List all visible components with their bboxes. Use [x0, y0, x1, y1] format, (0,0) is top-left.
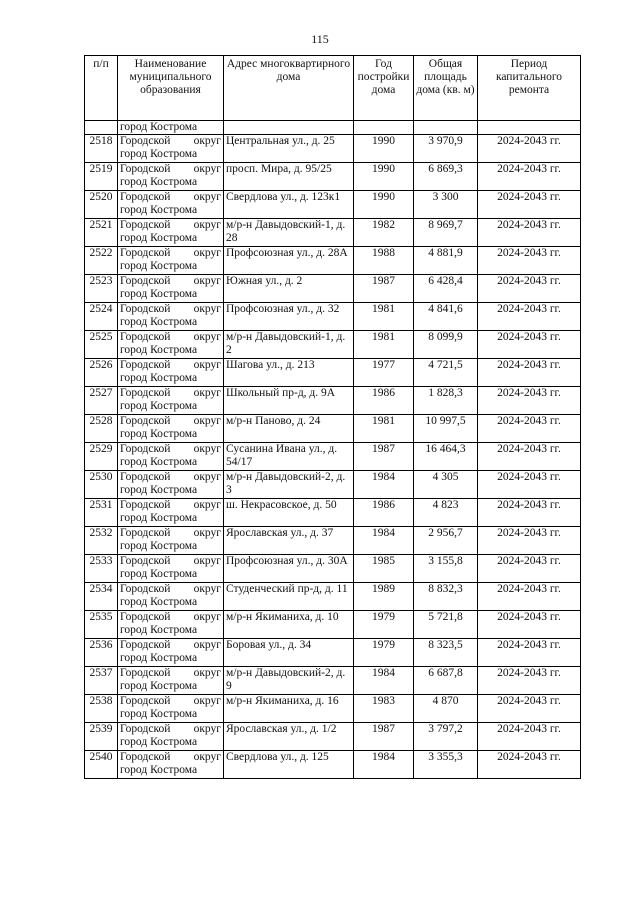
cell-year: 1984 — [354, 527, 414, 555]
cell-period: 2024-2043 гг. — [478, 387, 581, 415]
table-row — [85, 499, 581, 527]
cell-period: 2024-2043 гг. — [478, 135, 581, 163]
cell-municipality: Городской округ город Кострома — [118, 331, 224, 359]
cell-area: 4 721,5 — [414, 359, 478, 387]
cell-period: 2024-2043 гг. — [478, 611, 581, 639]
header-year: Год постройки дома — [354, 56, 414, 121]
cell-address: м/р-н Давыдовский-1, д. 28 — [224, 219, 354, 247]
cell-address: Ярославская ул., д. 37 — [224, 527, 354, 555]
cell-num: 2525 — [85, 331, 118, 359]
cell-municipality: Городской округ город Кострома — [118, 275, 224, 303]
cell-municipality: Городской округ город Кострома — [118, 499, 224, 527]
cell-year: 1981 — [354, 331, 414, 359]
cell-address: Профсоюзная ул., д. 32 — [224, 303, 354, 331]
cell-municipality: Городской округ город Кострома — [118, 723, 224, 751]
cell-period: 2024-2043 гг. — [478, 639, 581, 667]
cell-num: 2519 — [85, 163, 118, 191]
table-row — [85, 583, 581, 611]
cell-municipality: Городской округ город Кострома — [118, 247, 224, 275]
cell-year: 1990 — [354, 191, 414, 219]
cell-area: 6 687,8 — [414, 667, 478, 695]
cell-num: 2529 — [85, 443, 118, 471]
cell-period — [478, 121, 581, 135]
cell-address: просп. Мира, д. 95/25 — [224, 163, 354, 191]
header-municipality: Наименование муниципального образования — [118, 56, 224, 121]
cell-area: 3 355,3 — [414, 751, 478, 779]
header-row — [85, 56, 581, 121]
cell-year: 1983 — [354, 695, 414, 723]
cell-num: 2530 — [85, 471, 118, 499]
cell-municipality: Городской округ город Кострома — [118, 359, 224, 387]
cell-year: 1986 — [354, 387, 414, 415]
table-row — [85, 639, 581, 667]
table-row — [85, 527, 581, 555]
cell-address: Центральная ул., д. 25 — [224, 135, 354, 163]
table-row — [85, 387, 581, 415]
cell-period: 2024-2043 гг. — [478, 331, 581, 359]
cell-year — [354, 121, 414, 135]
cell-municipality: Городской округ город Кострома — [118, 191, 224, 219]
cell-address: Южная ул., д. 2 — [224, 275, 354, 303]
cell-num: 2526 — [85, 359, 118, 387]
table-row — [85, 303, 581, 331]
table-row — [85, 667, 581, 695]
cell-municipality: город Кострома — [118, 121, 224, 135]
cell-year: 1977 — [354, 359, 414, 387]
cell-area: 10 997,5 — [414, 415, 478, 443]
cell-num: 2535 — [85, 611, 118, 639]
cell-period: 2024-2043 гг. — [478, 499, 581, 527]
cell-num: 2518 — [85, 135, 118, 163]
cell-year: 1979 — [354, 639, 414, 667]
header-num: п/п — [85, 56, 118, 121]
cell-area: 2 956,7 — [414, 527, 478, 555]
cell-address: м/р-н Давыдовский-2, д. 3 — [224, 471, 354, 499]
cell-area: 4 881,9 — [414, 247, 478, 275]
cell-period: 2024-2043 гг. — [478, 695, 581, 723]
cell-address: Профсоюзная ул., д. 28А — [224, 247, 354, 275]
table-row — [85, 611, 581, 639]
cell-year: 1987 — [354, 443, 414, 471]
cell-municipality: Городской округ город Кострома — [118, 611, 224, 639]
table-row — [85, 555, 581, 583]
cell-year: 1990 — [354, 163, 414, 191]
cell-area: 4 841,6 — [414, 303, 478, 331]
table-row — [85, 415, 581, 443]
table-row — [85, 359, 581, 387]
cell-num: 2539 — [85, 723, 118, 751]
table-row — [85, 695, 581, 723]
table-header — [85, 56, 581, 121]
cell-area: 4 823 — [414, 499, 478, 527]
cell-municipality: Городской округ город Кострома — [118, 751, 224, 779]
cell-municipality: Городской округ город Кострома — [118, 303, 224, 331]
table-row — [85, 723, 581, 751]
cell-municipality: Городской округ город Кострома — [118, 135, 224, 163]
cell-num: 2522 — [85, 247, 118, 275]
cell-municipality: Городской округ город Кострома — [118, 555, 224, 583]
cell-municipality: Городской округ город Кострома — [118, 163, 224, 191]
cell-municipality: Городской округ город Кострома — [118, 443, 224, 471]
cell-period: 2024-2043 гг. — [478, 751, 581, 779]
housing-registry-table — [84, 55, 581, 779]
cell-year: 1984 — [354, 667, 414, 695]
cell-area: 3 300 — [414, 191, 478, 219]
cell-address: Школьный пр-д, д. 9А — [224, 387, 354, 415]
cell-area: 8 323,5 — [414, 639, 478, 667]
cell-num: 2536 — [85, 639, 118, 667]
cell-municipality: Городской округ город Кострома — [118, 583, 224, 611]
cell-address: Ярославская ул., д. 1/2 — [224, 723, 354, 751]
cell-area: 16 464,3 — [414, 443, 478, 471]
cell-period: 2024-2043 гг. — [478, 191, 581, 219]
cell-num: 2532 — [85, 527, 118, 555]
cell-address: м/р-н Давыдовский-2, д. 9 — [224, 667, 354, 695]
cell-address: ш. Некрасовское, д. 50 — [224, 499, 354, 527]
cell-year: 1984 — [354, 751, 414, 779]
header-period: Период капитального ремонта — [478, 56, 581, 121]
cell-address: Студенческий пр-д, д. 11 — [224, 583, 354, 611]
cell-num: 2537 — [85, 667, 118, 695]
cell-address: Сусанина Ивана ул., д. 54/17 — [224, 443, 354, 471]
table-row — [85, 751, 581, 779]
cell-address: Профсоюзная ул., д. 30А — [224, 555, 354, 583]
cell-area: 6 869,3 — [414, 163, 478, 191]
cell-area: 8 832,3 — [414, 583, 478, 611]
cell-address: Боровая ул., д. 34 — [224, 639, 354, 667]
cell-num: 2527 — [85, 387, 118, 415]
cell-municipality: Городской округ город Кострома — [118, 639, 224, 667]
cell-num: 2538 — [85, 695, 118, 723]
cell-num: 2534 — [85, 583, 118, 611]
cell-area: 5 721,8 — [414, 611, 478, 639]
cell-area — [414, 121, 478, 135]
cell-period: 2024-2043 гг. — [478, 247, 581, 275]
cell-address: м/р-н Якиманиха, д. 10 — [224, 611, 354, 639]
cell-num: 2540 — [85, 751, 118, 779]
cell-num: 2521 — [85, 219, 118, 247]
cell-area: 8 969,7 — [414, 219, 478, 247]
table-row — [85, 275, 581, 303]
cell-period: 2024-2043 гг. — [478, 667, 581, 695]
cell-area: 3 155,8 — [414, 555, 478, 583]
cell-period: 2024-2043 гг. — [478, 275, 581, 303]
cell-year: 1988 — [354, 247, 414, 275]
cell-address: Шагова ул., д. 213 — [224, 359, 354, 387]
cell-year: 1981 — [354, 303, 414, 331]
continuation-row — [85, 121, 581, 135]
cell-period: 2024-2043 гг. — [478, 415, 581, 443]
cell-year: 1981 — [354, 415, 414, 443]
cell-period: 2024-2043 гг. — [478, 163, 581, 191]
cell-num: 2533 — [85, 555, 118, 583]
cell-address: м/р-н Якиманиха, д. 16 — [224, 695, 354, 723]
cell-num: 2523 — [85, 275, 118, 303]
table-row — [85, 471, 581, 499]
table-row — [85, 135, 581, 163]
cell-address: м/р-н Давыдовский-1, д. 2 — [224, 331, 354, 359]
cell-municipality: Городской округ город Кострома — [118, 219, 224, 247]
table-row — [85, 247, 581, 275]
cell-year: 1986 — [354, 499, 414, 527]
cell-period: 2024-2043 гг. — [478, 219, 581, 247]
table-row — [85, 191, 581, 219]
cell-year: 1990 — [354, 135, 414, 163]
cell-period: 2024-2043 гг. — [478, 443, 581, 471]
cell-year: 1987 — [354, 275, 414, 303]
cell-year: 1987 — [354, 723, 414, 751]
cell-year: 1984 — [354, 471, 414, 499]
table-row — [85, 219, 581, 247]
cell-municipality: Городской округ город Кострома — [118, 667, 224, 695]
cell-area: 4 870 — [414, 695, 478, 723]
cell-municipality: Городской округ город Кострома — [118, 527, 224, 555]
table-row — [85, 331, 581, 359]
cell-area: 3 970,9 — [414, 135, 478, 163]
cell-period: 2024-2043 гг. — [478, 583, 581, 611]
cell-area: 4 305 — [414, 471, 478, 499]
cell-address: м/р-н Паново, д. 24 — [224, 415, 354, 443]
table-row — [85, 163, 581, 191]
header-address: Адрес многоквартирного дома — [224, 56, 354, 121]
cell-period: 2024-2043 гг. — [478, 303, 581, 331]
cell-area: 1 828,3 — [414, 387, 478, 415]
header-area: Общая площадь дома (кв. м) — [414, 56, 478, 121]
cell-year: 1979 — [354, 611, 414, 639]
cell-year: 1985 — [354, 555, 414, 583]
cell-municipality: Городской округ город Кострома — [118, 415, 224, 443]
cell-year: 1989 — [354, 583, 414, 611]
page-number: 115 — [311, 32, 329, 46]
cell-period: 2024-2043 гг. — [478, 359, 581, 387]
cell-num: 2531 — [85, 499, 118, 527]
cell-period: 2024-2043 гг. — [478, 555, 581, 583]
cell-address: Свердлова ул., д. 125 — [224, 751, 354, 779]
cell-address — [224, 121, 354, 135]
cell-period: 2024-2043 гг. — [478, 527, 581, 555]
table-body — [85, 121, 581, 779]
cell-address: Свердлова ул., д. 123к1 — [224, 191, 354, 219]
cell-num: 2524 — [85, 303, 118, 331]
cell-area: 3 797,2 — [414, 723, 478, 751]
cell-municipality: Городской округ город Кострома — [118, 387, 224, 415]
table-row — [85, 443, 581, 471]
cell-num — [85, 121, 118, 135]
cell-year: 1982 — [354, 219, 414, 247]
cell-municipality: Городской округ город Кострома — [118, 695, 224, 723]
cell-period: 2024-2043 гг. — [478, 723, 581, 751]
cell-num: 2520 — [85, 191, 118, 219]
cell-num: 2528 — [85, 415, 118, 443]
cell-area: 8 099,9 — [414, 331, 478, 359]
cell-period: 2024-2043 гг. — [478, 471, 581, 499]
cell-area: 6 428,4 — [414, 275, 478, 303]
cell-municipality: Городской округ город Кострома — [118, 471, 224, 499]
